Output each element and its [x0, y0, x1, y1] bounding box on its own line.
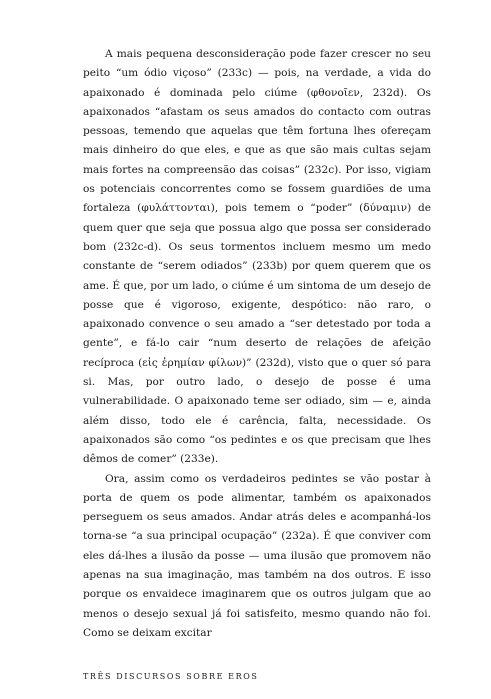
body-text — [83, 45, 431, 643]
paragraph-1: A mais pequena desconsideração pode fazer crescer no seu peito “um ódio viçoso” (233c) — pois, na verdade, a vida do apaixonado é dominada pelo ciúme (φθονοῖεν, 232d). Os apaixonados “afastam os seus amados do contacto com outras pessoas, temendo que aquelas que têm fortuna lhes ofereçam mais dinheiro do que eles, e que as que são mais cultas sejam mais fortes na compreensão das coisas” (232c). Por isso, vigiam os potenciais concorrentes como se fossem guardiões de uma fortaleza (φυλάττονται), pois temem o “poder” (δύναμιν) de quem quer que seja que possua algo que possa ser considerado bom (232c-d). Os seus tormentos incluem mesmo um medo constante de “serem odiados” (233b) por quem querem que os ame. É que, por um lado, o ciúme é um sintoma de um desejo de posse que é vigoroso, exigente, despótico: não raro, o apaixonado convence o seu amado a “ser detestado por toda a gente”, e fá-lo cair “num deserto de relações de afeição recíproca (εἰς ἐρημίαν φίλων)” (232d), visto que o quer só para si. Mas, por outro lado, o desejo de posse é uma vulnerabilidade. O apaixonado teme ser odiado, sim — e, ainda além disso, todo ele é carência, falta, necessidade. Os apaixonados são como “os pedintes e os que precisam que lhes dêmos de comer” (233e). — [83, 48, 431, 466]
paragraph-2: Ora, assim como os verdadeiros pedintes se vão postar à porta de quem os pode alimentar, também os apaixonados perseguem os seus amados. Andar atrás deles e acompanhá-los torna-se “a sua principal ocupação” (232a). É que conviver com eles dá-lhes a ilusão da posse — uma ilusão que promovem não apenas na sua imaginação, mas também na dos outros. E isso porque os envaidece imaginarem que os outros julgam que ao menos o desejo sexual já foi satisfeito, mesmo quando não foi. Como se deixam excitar — [83, 472, 431, 639]
running-footer: TRÊS DISCURSOS SOBRE EROS — [83, 672, 259, 681]
